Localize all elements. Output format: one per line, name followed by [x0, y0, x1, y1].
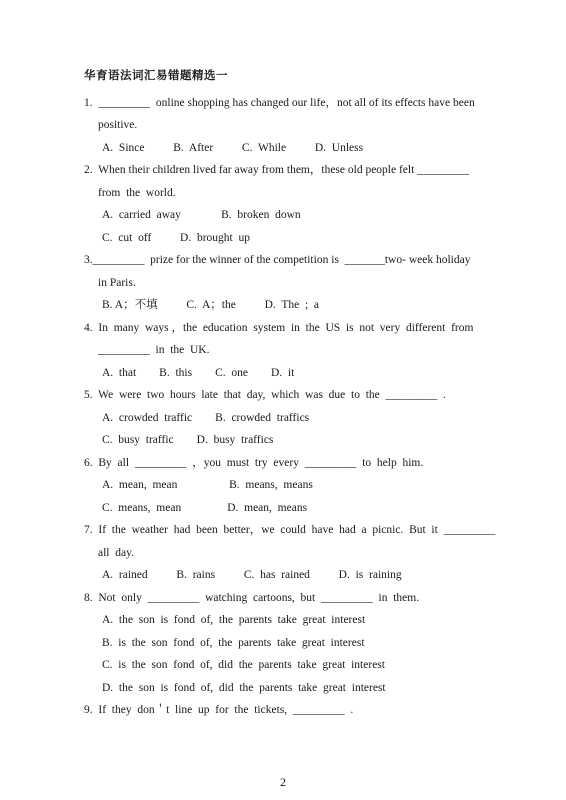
q7-stem-cont: all day. — [98, 547, 134, 559]
q2-stem-cont: from the world. — [98, 187, 176, 199]
q3-stem: 3._________ prize for the winner of the competition is _______two- week holiday — [84, 254, 471, 266]
q9-stem: 9. If they don＇t line up for the tickets, _________ . — [84, 704, 354, 716]
q5-options-ab: A. crowded traffic B. crowded traffics — [102, 412, 310, 424]
q7-stem: 7. If the weather had been better，we could have had a picnic. But it _________ — [84, 524, 496, 536]
q5-options-cd: C. busy traffic D. busy traffics — [102, 434, 274, 446]
q8-stem: 8. Not only _________ watching cartoons, but _________ in them. — [84, 592, 420, 604]
q1-stem-cont: positive. — [98, 119, 138, 131]
q1-options: A. Since B. After C. While D. Unless — [102, 142, 364, 154]
q3-stem-cont: in Paris. — [98, 277, 136, 289]
q8-option-a: A. the son is fond of, the parents take great interest — [102, 614, 366, 626]
q3-options: B. A；不填 C. A；the D. The ; a — [102, 299, 320, 311]
q8-option-b: B. is the son fond of, the parents take great interest — [102, 637, 365, 649]
document-title: 华育语法词汇易错题精选一 — [84, 68, 228, 82]
q1-stem: 1. _________ online shopping has changed our life，not all of its effects have been — [84, 97, 475, 109]
q2-options-ab: A. carried away B. broken down — [102, 209, 301, 221]
q5-stem: 5. We were two hours late that day, which was due to the _________ . — [84, 389, 446, 401]
q6-options-cd: C. means, mean D. mean, means — [102, 502, 308, 514]
q6-options-ab: A. mean, mean B. means, means — [102, 479, 313, 491]
q2-stem: 2. When their children lived far away from them，these old people felt _________ — [84, 164, 469, 176]
q6-stem: 6. By all _________ ，you must try every _________ to help him. — [84, 457, 424, 469]
q4-stem-cont: _________ in the UK. — [98, 344, 210, 356]
q8-option-c: C. is the son fond of, did the parents take great interest — [102, 659, 385, 671]
q4-stem: 4. In many ways ，the education system in the US is not very different from — [84, 322, 474, 334]
page-number: 2 — [280, 775, 286, 789]
q4-options: A. that B. this C. one D. it — [102, 367, 295, 379]
q7-options: A. rained B. rains C. has rained D. is raining — [102, 569, 402, 581]
q8-option-d: D. the son is fond of, did the parents take great interest — [102, 682, 386, 694]
q2-options-cd: C. cut off D. brought up — [102, 232, 251, 244]
